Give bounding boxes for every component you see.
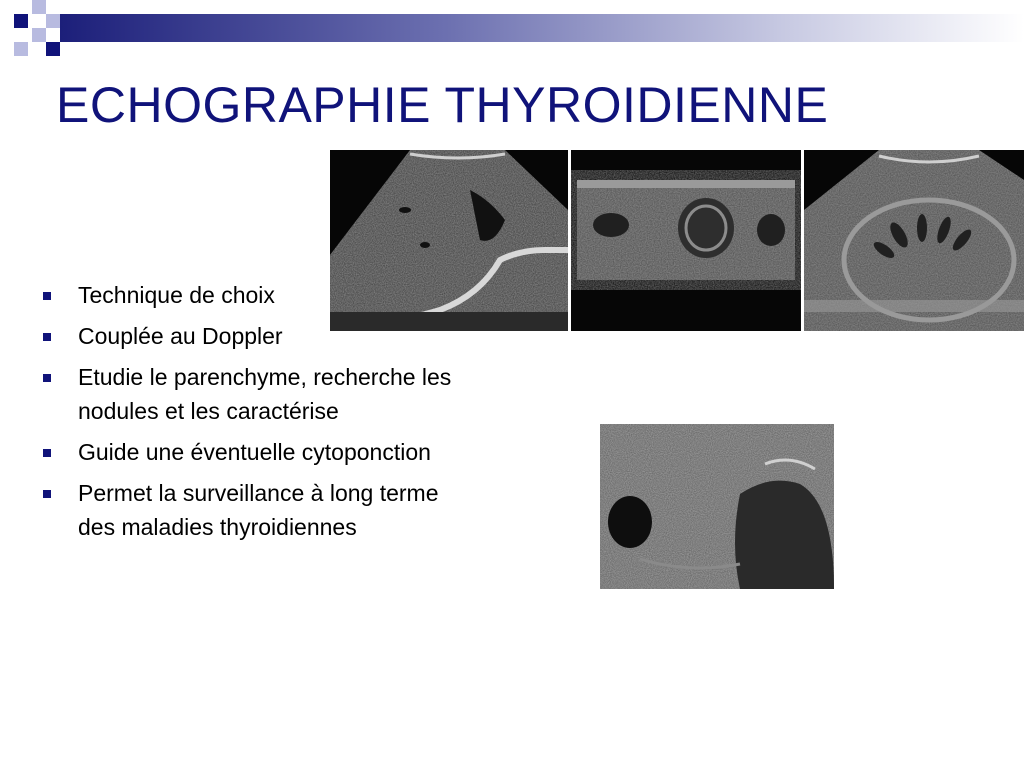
square-bullet-icon xyxy=(43,292,51,300)
square-bullet-icon xyxy=(43,333,51,341)
decor-square xyxy=(46,14,60,28)
slide-title: ECHOGRAPHIE THYROIDIENNE xyxy=(56,77,829,133)
decor-square xyxy=(14,14,28,28)
square-bullet-icon xyxy=(43,449,51,457)
bullet-text: Permet la surveillance à long terme des maladies thyroidiennes xyxy=(78,480,439,540)
bullet-item xyxy=(40,435,460,469)
decor-square xyxy=(14,42,28,56)
ultrasound-thyroid-nodule-image xyxy=(600,424,834,589)
bullet-text: Etudie le parenchyme, recherche les nodules et les caractérise xyxy=(78,364,452,424)
bullet-item xyxy=(40,476,460,544)
bullet-text: Technique de choix xyxy=(78,282,275,308)
square-bullet-icon xyxy=(43,490,51,498)
ultrasound-kidney-image xyxy=(804,150,1024,331)
ultrasound-liver-image xyxy=(330,150,568,331)
decor-square xyxy=(32,0,46,14)
square-bullet-icon xyxy=(43,374,51,382)
bullet-item xyxy=(40,360,460,428)
bullet-text: Guide une éventuelle cytoponction xyxy=(78,439,431,465)
decor-square xyxy=(46,42,60,56)
decor-square xyxy=(32,28,46,42)
ultrasound-thyroid-transverse-image xyxy=(571,150,801,331)
header-gradient-bar xyxy=(60,14,1024,42)
bullet-text: Couplée au Doppler xyxy=(78,323,283,349)
